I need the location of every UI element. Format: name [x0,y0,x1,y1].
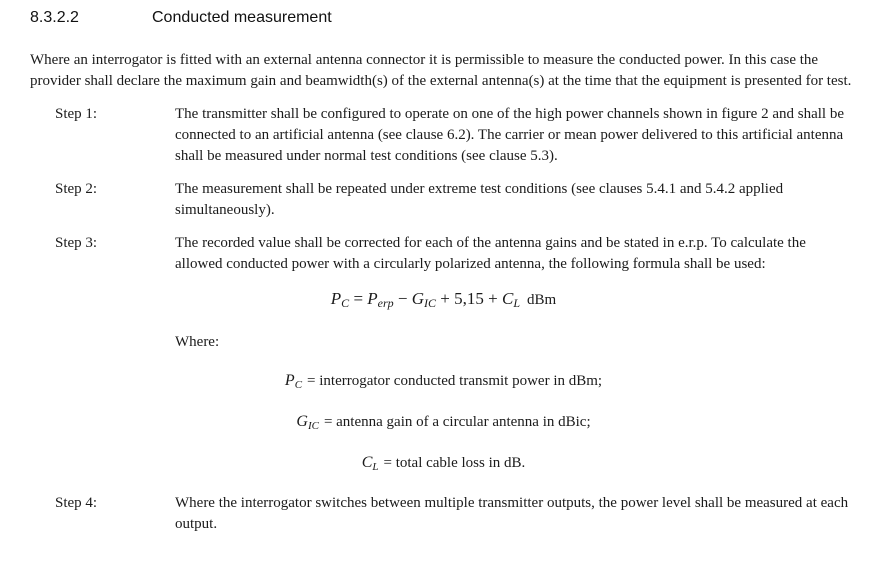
definition-gic [30,411,857,434]
definition-pc-text: = interrogator conducted transmit power in dBm; [307,373,603,389]
definition-gic-subscript: IC [307,420,319,432]
steps-list-top [30,104,857,275]
step-3-label: Step 3: [55,235,98,251]
definition-gic-text: = antenna gain of a circular antenna in dBic; [323,414,591,430]
step-3-text: The recorded value shall be corrected for each of the antenna gains and be stated in e.r.p. To calculate the allowed conducted power with a circularly polarized antenna, the following formula shall be used: [175,235,806,272]
step-2-label: Step 2: [55,181,98,197]
step-1-row [55,104,857,167]
definition-cl-subscript: L [372,461,379,473]
definition-pc-symbol: P [284,372,295,389]
formula-block [30,287,857,312]
symbol-definitions [30,370,857,475]
section-number: 8.3.2.2 [30,9,79,26]
step-3-row [55,233,857,275]
section-title: Conducted measurement [152,9,332,26]
definition-gic-symbol: G [296,413,308,430]
step-4-label: Step 4: [55,495,98,511]
where-label: Where: [175,334,220,350]
definition-pc-subscript: C [294,379,303,391]
intro-paragraph: Where an interrogator is fitted with an external antenna connector it is permissible to measure the conducted power. In this case the provider shall declare the maximum gain and beamwidth(s) of the external antenna(s) at the time that the equipment is presented for test. [30,52,852,89]
section-heading [30,8,857,28]
step-1-text: The transmitter shall be configured to operate on one of the high power channels shown in figure 2 and shall be connected to an artificial antenna (see clause 6.2). The carrier or mean power delivered to this artificial antenna shall be measured under normal test conditions (see clause 5.3). [175,106,844,164]
definition-cl-symbol: C [361,454,373,471]
step-1-label: Step 1: [55,106,98,122]
step-4-text: Where the interrogator switches between multiple transmitter outputs, the power level shall be measured at each output. [175,495,849,532]
step-2-row [55,179,857,221]
formula-expression: PC = Perp − GIC + 5,15 + CL dBm [330,289,557,310]
step-2-text: The measurement shall be repeated under extreme test conditions (see clauses 5.4.1 and 5.4.2 applied simultaneously). [175,181,784,218]
definition-cl-text: = total cable loss in dB. [383,455,526,471]
definition-cl [30,452,857,475]
steps-list-bottom [30,493,857,535]
step-4-row [55,493,857,535]
definition-pc [30,370,857,393]
